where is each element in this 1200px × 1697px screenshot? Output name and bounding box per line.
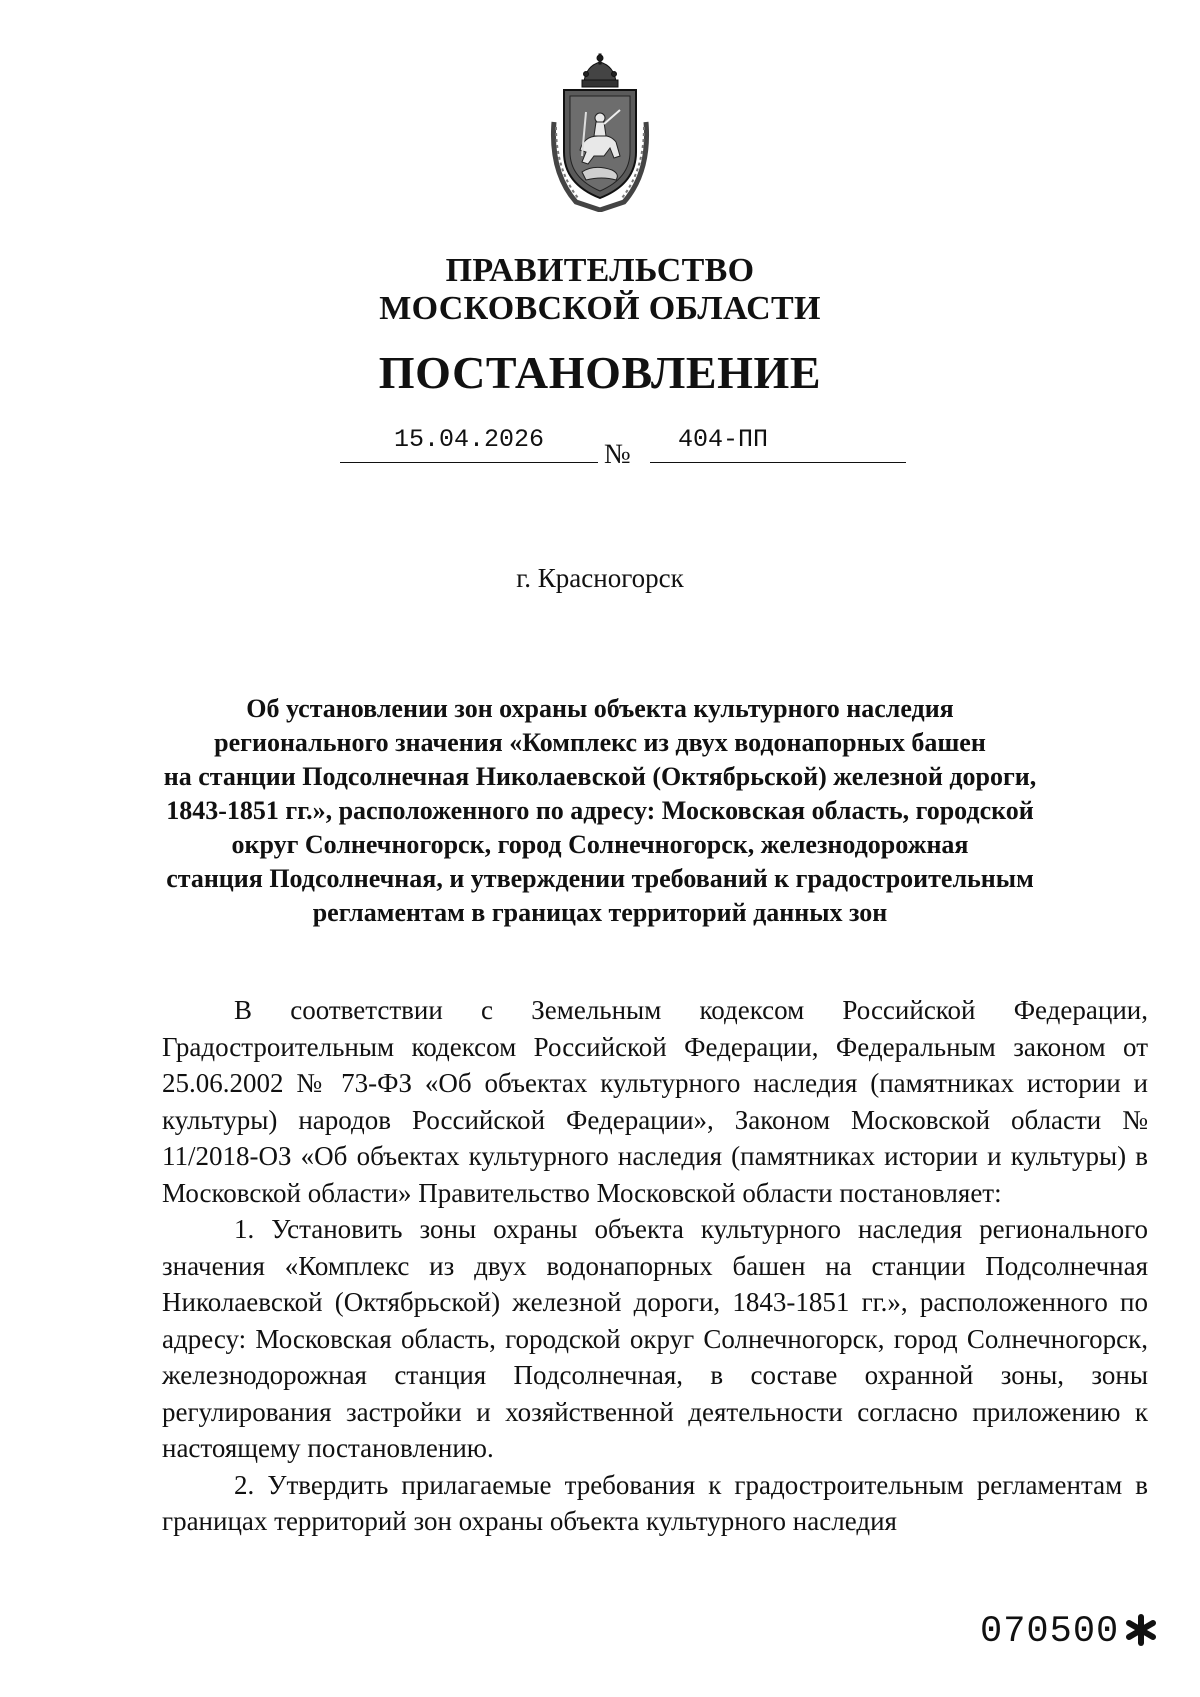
document-type-heading: ПОСТАНОВЛЕНИЕ: [378, 347, 822, 398]
title-line: на станции Подсолнечная Николаевской (Октябрьской) железной дороги,: [163, 762, 1037, 791]
item-2-paragraph: 2. Утвердить прилагаемые требования к градостроительным регламентам в границах территорий зон охраны объекта культурного наследия: [162, 1469, 1148, 1536]
title-line: регламентам в границах территорий данных зон: [312, 898, 888, 927]
government-name-line2: МОСКОВСКОЙ ОБЛАСТИ: [379, 290, 821, 327]
document-code: 070500: [980, 1611, 1120, 1653]
preamble-paragraph: В соответствии с Земельным кодексом Российской Федерации, Градостроительным кодексом Российской Федерации, Федеральным законом от 25.06.2002 № 73-ФЗ «Об объектах культурного наследия (памятниках истории и культуры) народов Российской Федерации», Законом Московской области № 11/2018-ОЗ «Об объектах культурного наследия (памятниках истории и культуры) в Московской области» Правительство Московской области постановляет:: [162, 995, 1148, 1208]
document-date: 15.04.2026: [340, 418, 598, 463]
title-line: станция Подсолнечная, и утверждении требований к градостроительным: [166, 864, 1034, 893]
government-name-line1: ПРАВИТЕЛЬСТВО: [445, 252, 755, 289]
document-number-field: [650, 418, 906, 463]
title-line: 1843-1851 гг.», расположенного по адресу: Московская область, городской: [166, 796, 1034, 825]
item-1-paragraph: 1. Установить зоны охраны объекта культурного наследия регионального значения «Комплекс из двух водонапорных башен на станции Подсолнечная Николаевской (Октябрьской) железной дороги, 1843-1851 гг.», расположенного по адресу: Московская область, городской округ Солнечногорск, город Солнечногорск, железнодорожная станция Подсолнечная, в составе охранной зоны, зоны регулирования застройки и хозяйственной деятельности согласно приложению к настоящему постановлению.: [162, 1214, 1148, 1463]
asterisk-icon: [1124, 1613, 1158, 1647]
document-title: [150, 692, 1050, 930]
number-sign: №: [604, 439, 631, 470]
title-line: регионального значения «Комплекс из двух водонапорных башен: [214, 728, 986, 757]
title-line: округ Солнечногорск, город Солнечногорск, железнодорожная: [231, 830, 969, 859]
document-number: 404-ПП: [678, 425, 769, 454]
document-body: [162, 992, 1148, 1540]
coat-of-arms-icon: [546, 52, 654, 212]
city-of-issue: г. Красногорск: [516, 563, 684, 593]
title-line: Об установлении зон охраны объекта культурного наследия: [246, 694, 954, 723]
